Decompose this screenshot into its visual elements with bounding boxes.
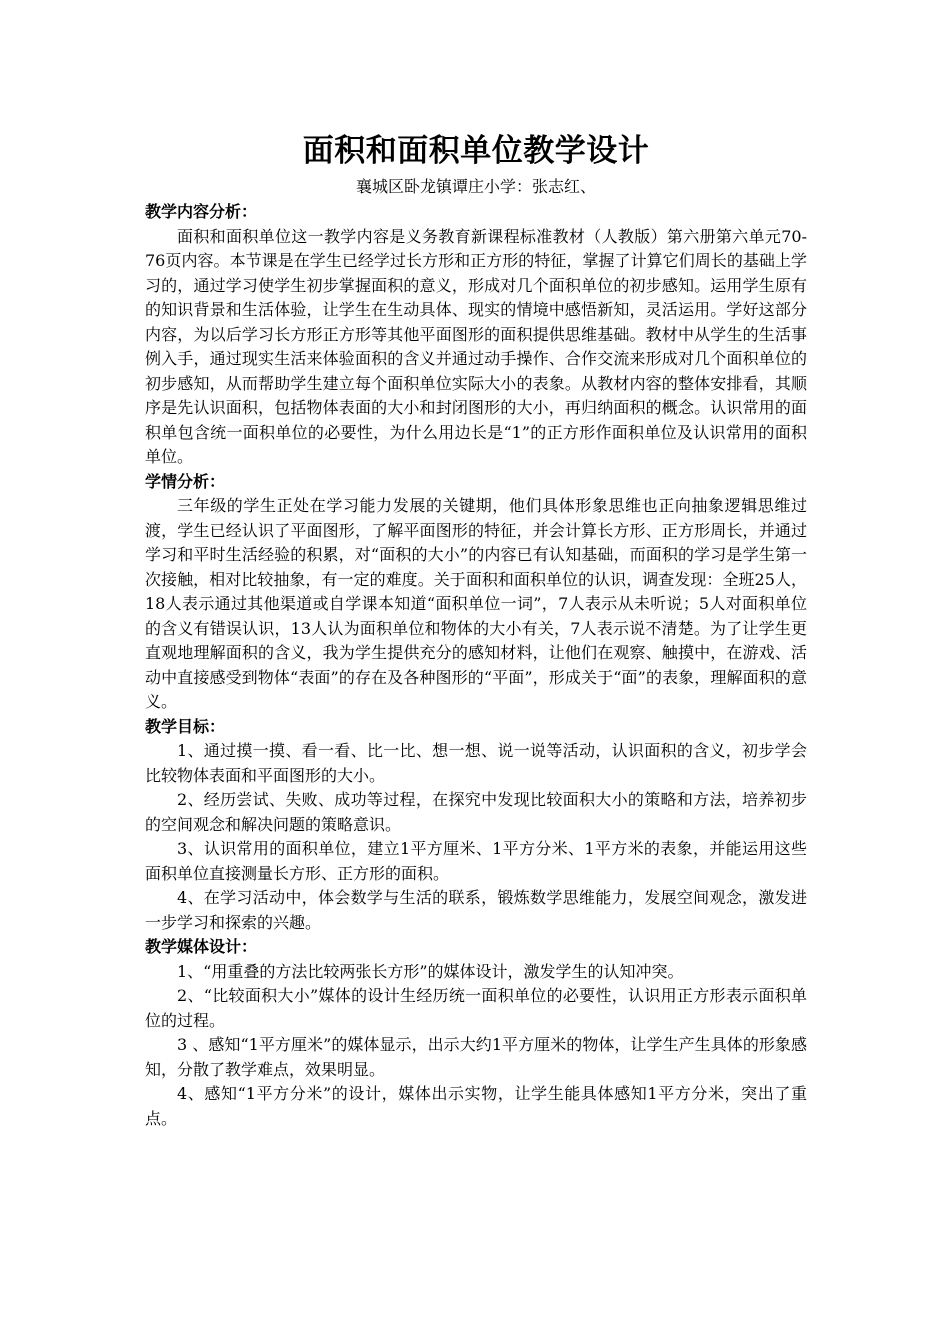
paragraph: 面积和面积单位这一教学内容是义务教育新课程标准教材（人教版）第六册第六单元70-76页内容。本节课是在学生已经学过长方形和正方形的特征，掌握了计算它们周长的基础上学习的，通过学习使学生初步掌握面积的意义，形成对几个面积单位的初步感知。运用学生原有的知识背景和生活体验，让学生在生动具体、现实的情境中感悟新知，灵活运用。学好这部分内容，为以后学习长方形正方形等其他平面图形的面积提供思维基础。教材中从学生的生活事例入手，通过现实生活来体验面积的含义并通过动手操作、合作交流来形成对几个面积单位的初步感知，从而帮助学生建立每个面积单位实际大小的表象。从教材内容的整体安排看，其顺序是先认识面积，包括物体表面的大小和封闭图形的大小，再归纳面积的概念。认识常用的面积单包含统一面积单位的必要性，为什么用边长是“1”的正方形作面积单位及认识常用的面积单位。 xyxy=(145,226,807,466)
document-author: 襄城区卧龙镇谭庄小学：张志红、 xyxy=(355,177,596,196)
paragraph: 2、“比较面积大小”媒体的设计生经历统一面积单位的必要性，认识用正方形表示面积单位的过程。 xyxy=(145,986,807,1030)
section-media-design xyxy=(145,935,807,1131)
paragraph: 1、“用重叠的方法比较两张长方形”的媒体设计，激发学生的认知冲突。 xyxy=(177,961,684,981)
section-student-analysis xyxy=(145,470,807,715)
paragraph: 4、感知“1平方分米”的设计，媒体出示实物，让学生能具体感知1平方分米，突出了重点。 xyxy=(145,1084,807,1128)
section-heading: 教学媒体设计： xyxy=(145,937,258,956)
document-title: 面积和面积单位教学设计 xyxy=(302,133,650,169)
paragraph: 3 、感知“1平方厘米”的媒体显示，出示大约1平方厘米的物体，让学生产生具体的形象感知，分散了教学难点，效果明显。 xyxy=(145,1035,807,1079)
paragraph: 3、认识常用的面积单位，建立1平方厘米、1平方分米、1平方米的表象，并能运用这些面积单位直接测量长方形、正方形的面积。 xyxy=(145,839,807,883)
paragraph: 4、在学习活动中，体会数学与生活的联系，锻炼数学思维能力，发展空间观念，激发进一步学习和探索的兴趣。 xyxy=(145,888,807,932)
section-heading: 教学内容分析： xyxy=(145,202,258,221)
section-heading: 教学目标： xyxy=(145,716,226,736)
paragraph: 2、经历尝试、失败、成功等过程，在探究中发现比较面积大小的策略和方法，培养初步的空间观念和解决问题的策略意识。 xyxy=(145,790,807,834)
document-page xyxy=(145,128,807,1131)
section-heading: 学情分析： xyxy=(145,471,226,491)
paragraph: 三年级的学生正处在学习能力发展的关键期，他们具体形象思维也正向抽象逻辑思维过渡，学生已经认识了平面图形，了解平面图形的特征，并会计算长方形、正方形周长，并通过学习和平时生活经验的积累，对“面积的大小”的内容已有认知基础，而面积的学习是学生第一次接触，相对比较抽象，有一定的难度。关于面积和面积单位的认识，调查发现：全班25人，18人表示通过其他渠道或自学课本知道“面积单位一词”，7人表示从未听说；5人对面积单位的含义有错误认识，13人认为面积单位和物体的大小有关，7人表示说不清楚。为了让学生更直观地理解面积的含义，我为学生提供充分的感知材料，让他们在观察、触摸中，在游戏、活动中直接感受到物体“表面”的存在及各种图形的“平面”，形成关于“面”的表象，理解面积的意义。 xyxy=(145,496,807,711)
section-objectives xyxy=(145,715,807,936)
section-content-analysis xyxy=(145,200,807,470)
paragraph: 1、通过摸一摸、看一看、比一比、想一想、说一说等活动，认识面积的含义，初步学会比较物体表面和平面图形的大小。 xyxy=(145,741,807,785)
